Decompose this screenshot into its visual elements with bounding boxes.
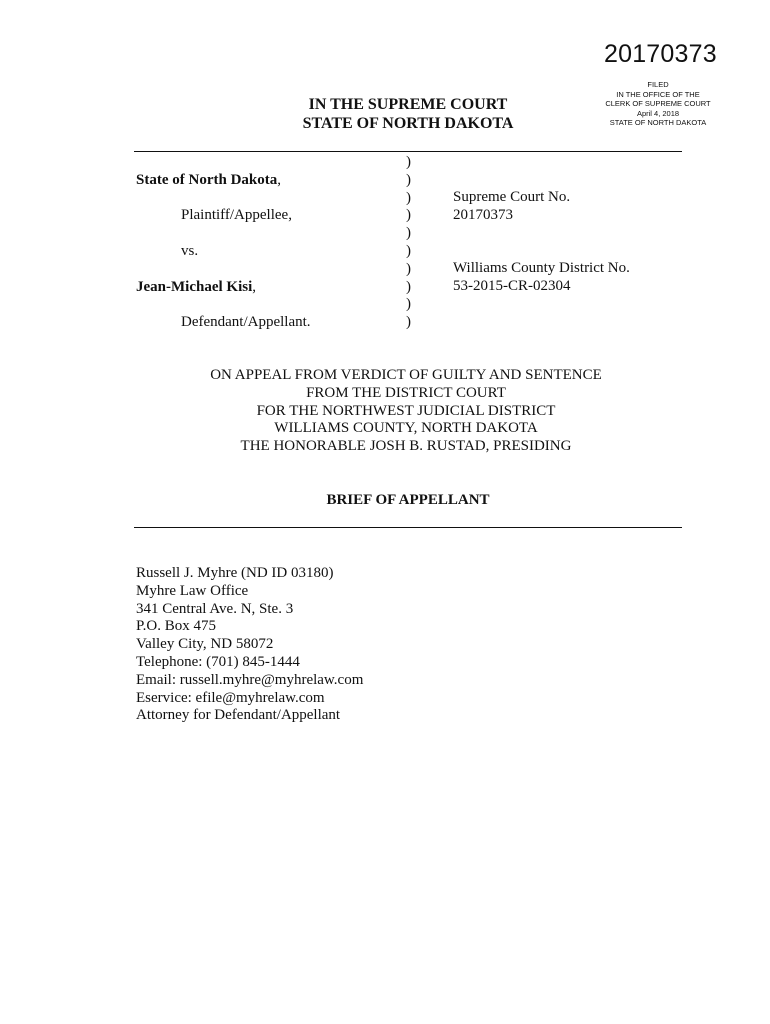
supreme-court-label: Supreme Court No. xyxy=(453,189,571,205)
district-label: Williams County District No. xyxy=(453,260,630,276)
supreme-court-number-block xyxy=(453,189,570,225)
law-office: Myhre Law Office xyxy=(136,582,249,599)
appeal-line: FROM THE DISTRICT COURT xyxy=(306,384,506,401)
caption-paren: ) xyxy=(406,296,411,313)
caption-paren: ) xyxy=(406,278,411,295)
attorney-block xyxy=(136,565,363,725)
court-name: IN THE SUPREME COURT xyxy=(308,96,508,113)
caption-paren: ) xyxy=(406,189,411,206)
caption-paren: ) xyxy=(406,314,411,331)
filed-stamp-line: FILED xyxy=(647,80,669,89)
caption-top-rule xyxy=(134,151,682,152)
caption-paren: ) xyxy=(406,225,411,242)
caption-paren: ) xyxy=(406,242,411,259)
filed-stamp-line: CLERK OF SUPREME COURT xyxy=(605,99,711,108)
supreme-court-number: 20170373 xyxy=(453,206,513,223)
plaintiff-name xyxy=(136,172,281,190)
brief-bottom-rule xyxy=(134,527,682,528)
defendant-name xyxy=(136,279,256,297)
appeal-statement xyxy=(150,367,662,456)
filed-stamp-line: IN THE OFFICE OF THE xyxy=(616,89,700,99)
versus: vs. xyxy=(181,243,199,259)
filed-stamp-line: April 4, 2018 xyxy=(636,108,680,118)
eservice: Eservice: efile@myhrelaw.com xyxy=(136,689,325,706)
street-address: 341 Central Ave. N, Ste. 3 xyxy=(136,600,294,617)
city-state-zip: Valley City, ND 58072 xyxy=(136,636,274,653)
email: Email: russell.myhre@myhrelaw.com xyxy=(136,671,364,688)
plaintiff-name-text: State of North Dakota xyxy=(136,172,278,188)
telephone: Telephone: (701) 845-1444 xyxy=(136,653,300,670)
filed-stamp xyxy=(596,80,720,128)
brief-title: BRIEF OF APPELLANT xyxy=(326,492,490,508)
plaintiff-role: Plaintiff/Appellee, xyxy=(181,207,292,223)
appeal-line: THE HONORABLE JOSH B. RUSTAD, PRESIDING xyxy=(240,438,572,455)
defendant-name-text: Jean-Michael Kisi xyxy=(136,279,253,295)
appeal-line: WILLIAMS COUNTY, NORTH DAKOTA xyxy=(274,420,538,437)
caption-parentheses xyxy=(406,154,416,332)
caption-paren: ) xyxy=(406,154,411,170)
district-number-block xyxy=(453,260,630,296)
docket-number: 20170373 xyxy=(604,40,717,68)
appeal-line: FOR THE NORTHWEST JUDICIAL DISTRICT xyxy=(256,402,556,419)
plaintiff-comma: , xyxy=(277,172,281,188)
court-state: STATE OF NORTH DAKOTA xyxy=(302,115,514,132)
attorney-role: Attorney for Defendant/Appellant xyxy=(136,707,341,724)
appeal-line: ON APPEAL FROM VERDICT OF GUILTY AND SENTENCE xyxy=(210,367,602,383)
defendant-comma: , xyxy=(252,279,256,295)
caption-paren: ) xyxy=(406,260,411,277)
attorney-name: Russell J. Myhre (ND ID 03180) xyxy=(136,565,334,581)
district-number: 53-2015-CR-02304 xyxy=(453,277,571,294)
defendant-role: Defendant/Appellant. xyxy=(181,314,311,330)
filed-stamp-line: STATE OF NORTH DAKOTA xyxy=(609,118,707,127)
caption-paren: ) xyxy=(406,207,411,224)
court-heading xyxy=(250,95,566,133)
po-box: P.O. Box 475 xyxy=(136,618,217,635)
caption-paren: ) xyxy=(406,171,411,188)
